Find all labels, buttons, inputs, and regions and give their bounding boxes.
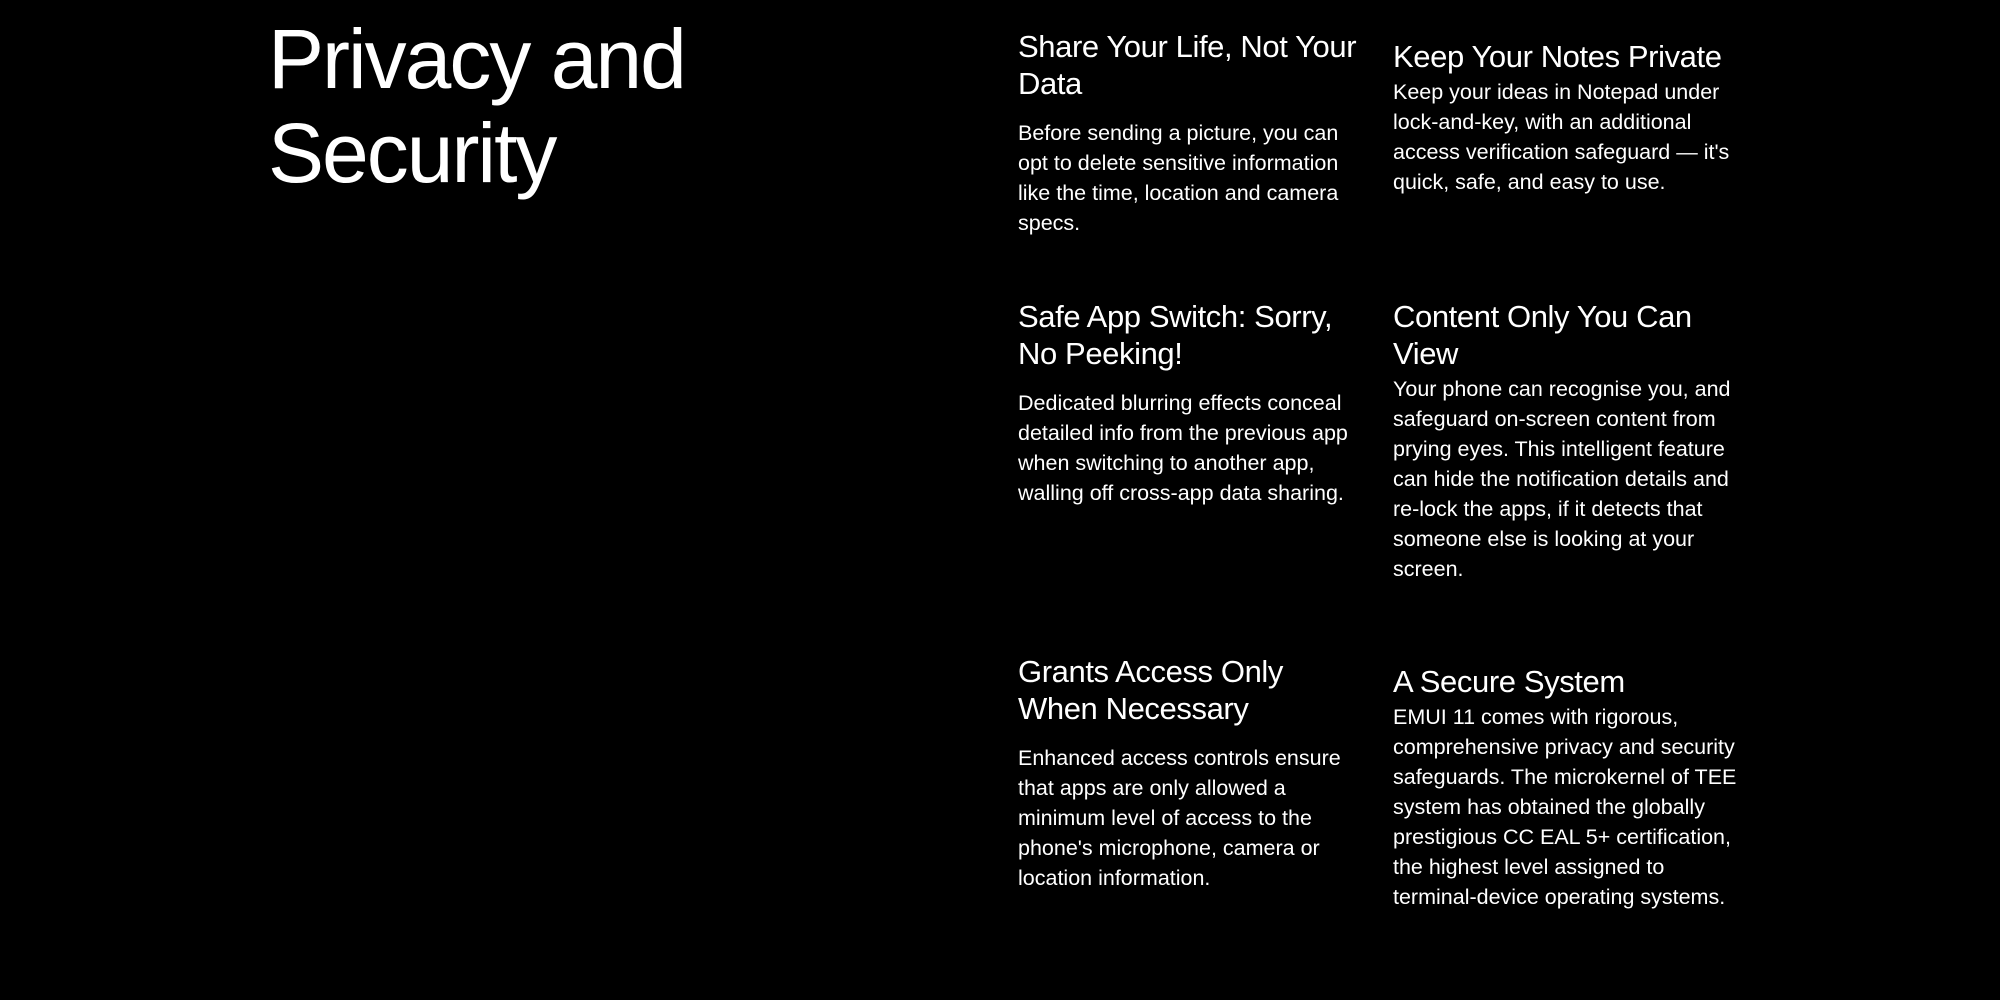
feature-title: A Secure System (1393, 664, 1625, 699)
feature-description: Dedicated blurring effects conceal detailed info from the previous app when switching to another app, walling off cross-app data sharing. (1018, 391, 1348, 505)
page-title: Privacy and Security (268, 12, 685, 200)
feature-secure-system (1393, 663, 1738, 912)
feature-grants-access (1018, 653, 1363, 893)
feature-title: Keep Your Notes Private (1393, 39, 1722, 74)
feature-description: Keep your ideas in Notepad under lock-and-key, with an additional access verification safeguard — it's quick, safe, and easy to use. (1393, 80, 1730, 194)
feature-description: EMUI 11 comes with rigorous, comprehensive privacy and security safeguards. The microkernel of TEE system has obtained the globally prestigious CC EAL 5+ certification, the highest level assigned to terminal-device operating systems. (1393, 705, 1737, 909)
feature-safe-app-switch (1018, 298, 1363, 508)
feature-title: Grants Access Only When Necessary (1018, 654, 1284, 726)
feature-keep-notes-private (1393, 38, 1738, 197)
feature-share-your-life (1018, 28, 1363, 238)
feature-description: Your phone can recognise you, and safeguard on-screen content from prying eyes. This intelligent feature can hide the notification details and re-lock the apps, if it detects that someone else is looking at your screen. (1393, 377, 1731, 581)
feature-description: Before sending a picture, you can opt to delete sensitive information like the time, location and camera specs. (1018, 121, 1339, 235)
feature-title: Safe App Switch: Sorry, No Peeking! (1018, 299, 1333, 371)
feature-title: Content Only You Can View (1393, 299, 1692, 371)
feature-description: Enhanced access controls ensure that apps are only allowed a minimum level of access to the phone's microphone, camera or location information. (1018, 746, 1341, 890)
feature-title: Share Your Life, Not Your Data (1018, 29, 1357, 101)
feature-content-only-you-can-view (1393, 298, 1738, 584)
